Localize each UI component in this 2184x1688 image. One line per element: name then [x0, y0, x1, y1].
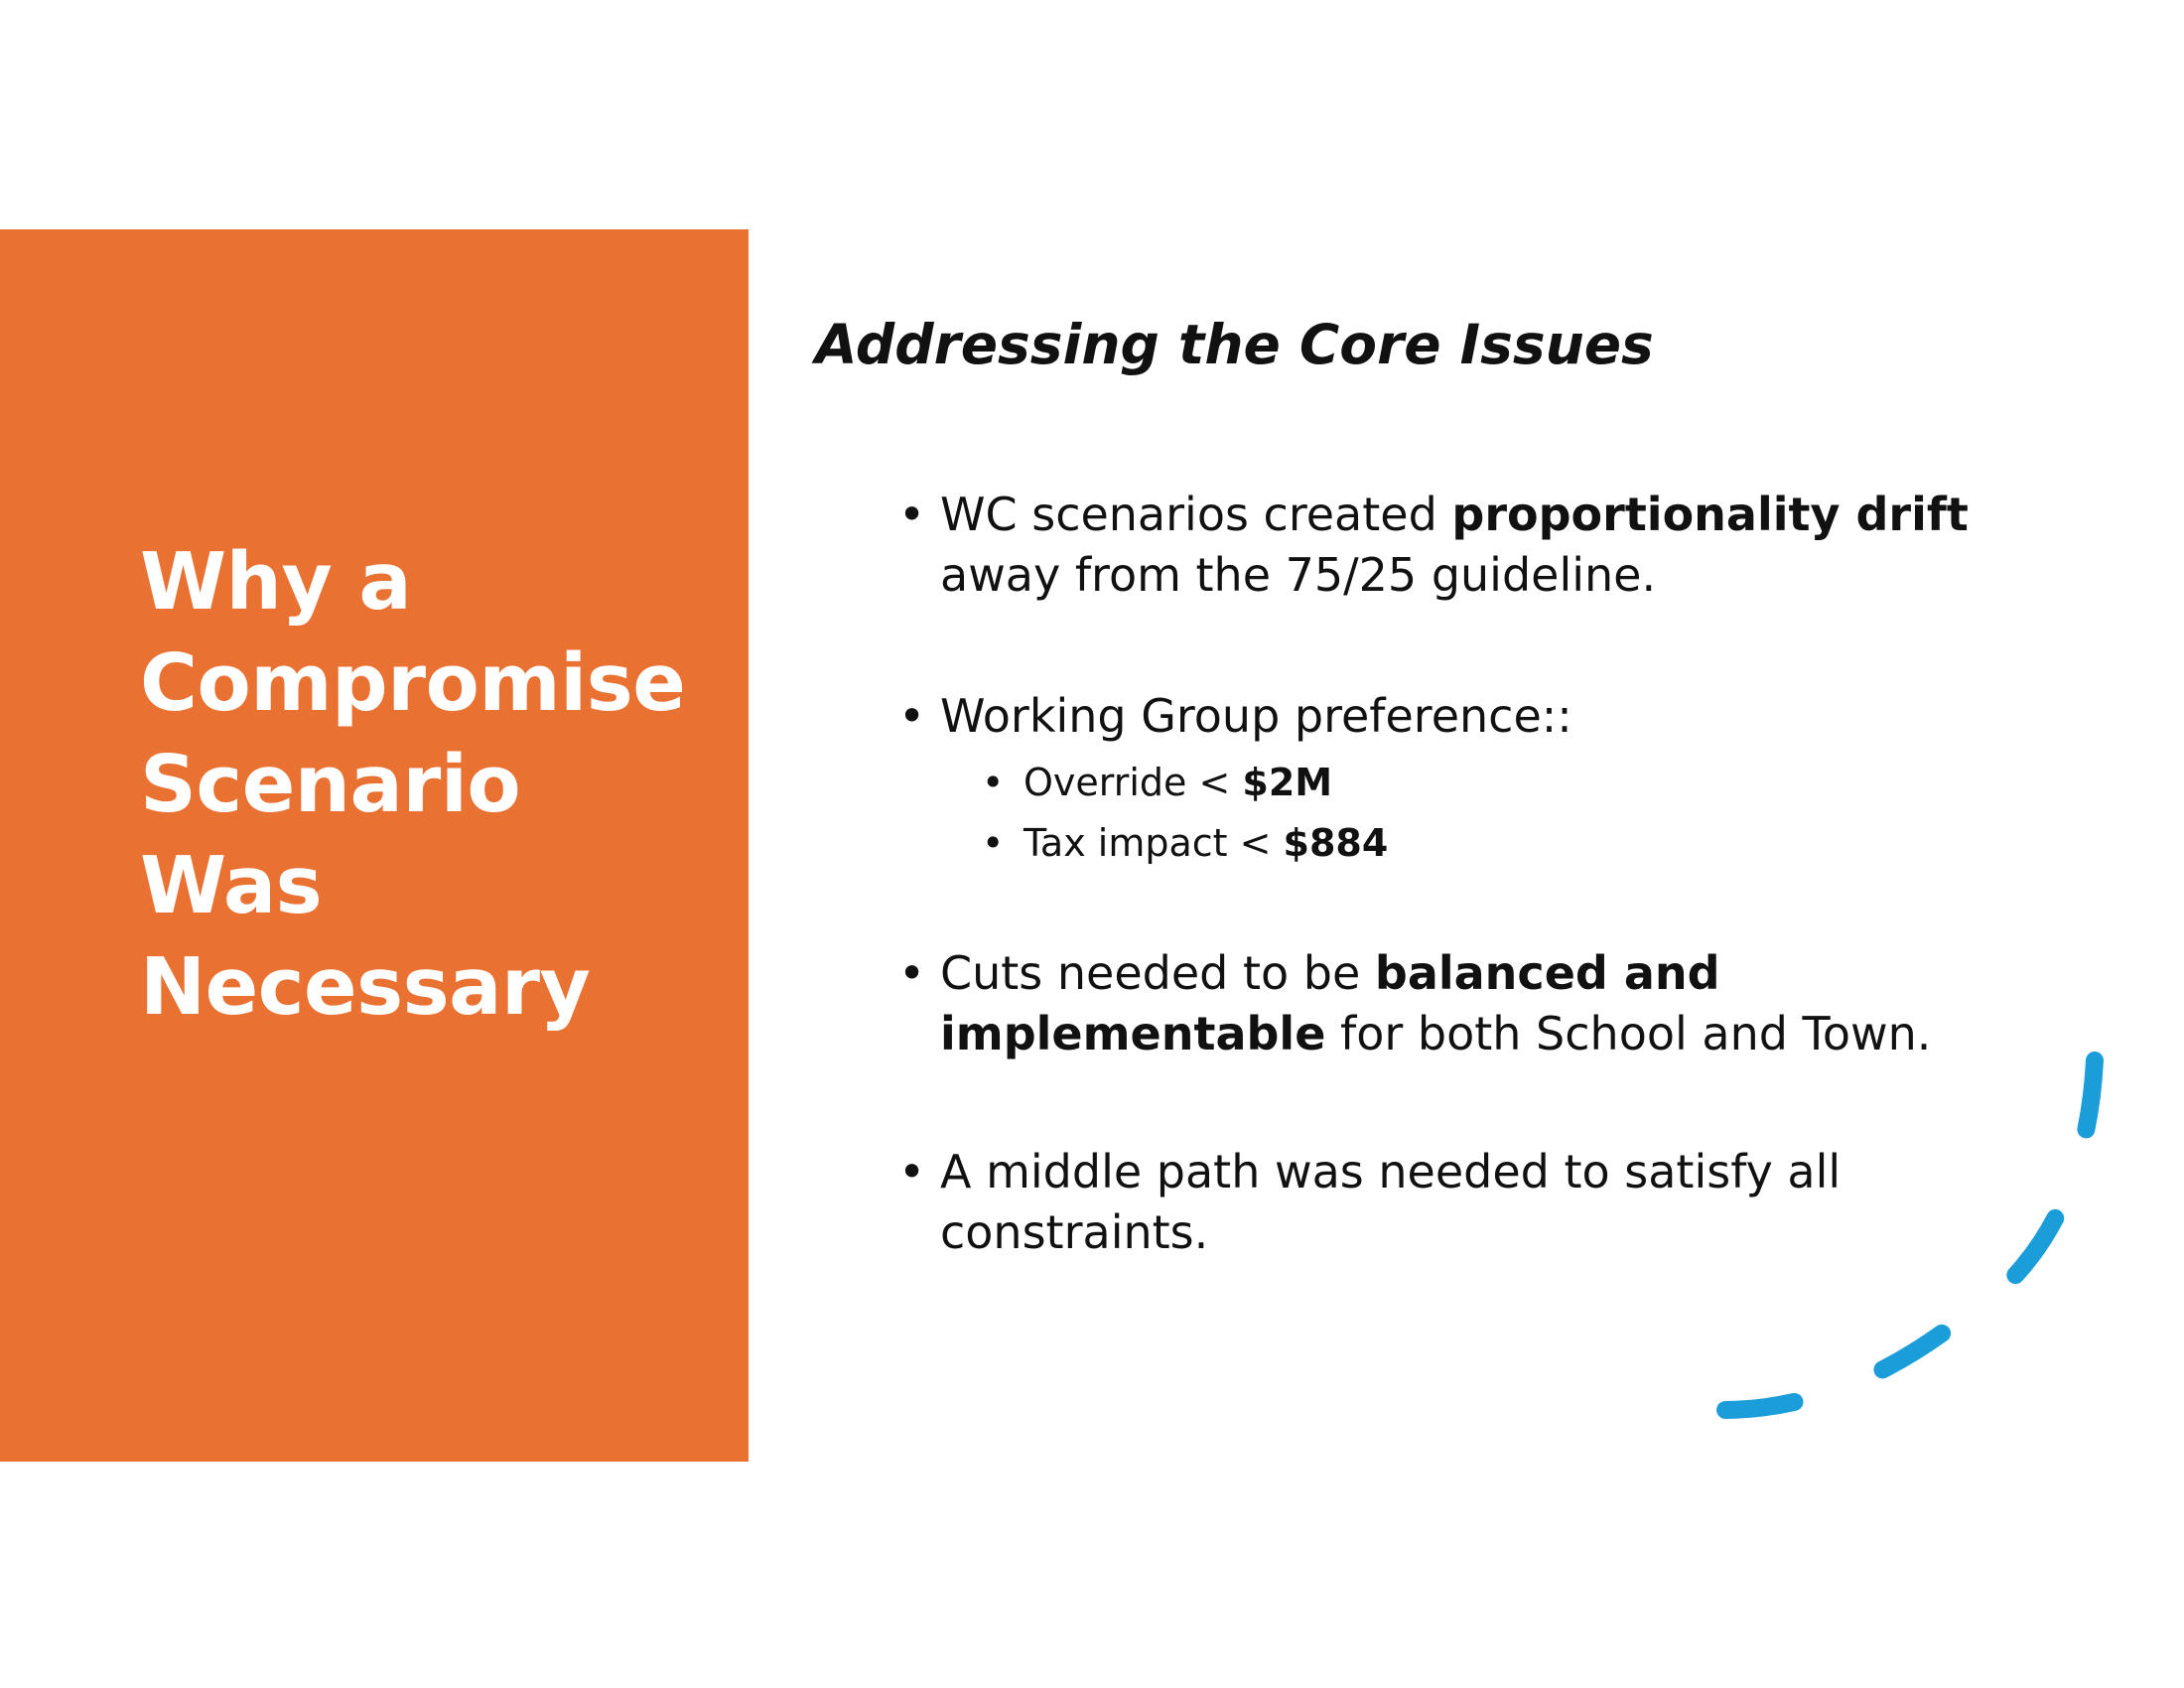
- sub-bullet-value: $884: [1283, 821, 1389, 865]
- bullet-dot: •: [898, 488, 926, 541]
- bullet-text: A middle path was needed to satisfy all: [940, 1145, 1842, 1198]
- bullet-emphasis: implementable: [940, 1007, 1326, 1060]
- bullet-dot: •: [898, 1145, 926, 1198]
- bullet-emphasis: proportionality drift: [1451, 488, 1969, 541]
- bullet-dot: •: [898, 689, 926, 743]
- slide-title-line: Scenario: [140, 739, 521, 830]
- sub-bullet-value: $2M: [1242, 761, 1333, 804]
- bullet-text: Cuts needed to be: [940, 946, 1375, 1000]
- bullet-text: away from the 75/25 guideline.: [940, 548, 1657, 602]
- bullet-dot: •: [982, 761, 1005, 804]
- slide-title-line: Was: [140, 840, 323, 931]
- dashed-arc-stroke: [1722, 1060, 2095, 1410]
- bullet-dot: •: [898, 946, 926, 1000]
- bullet-text: Working Group preference::: [940, 689, 1572, 743]
- bullet-dot: •: [982, 821, 1005, 865]
- bullet-emphasis: balanced and: [1374, 946, 1720, 1000]
- slide-title-line: Why a: [140, 536, 412, 628]
- section-subtitle: Addressing the Core Issues: [815, 313, 1654, 376]
- bullet-text: for both School and Town.: [1325, 1007, 1932, 1060]
- bullet-text: WC scenarios created: [940, 488, 1452, 541]
- bullet-text: constraints.: [940, 1205, 1209, 1259]
- sub-bullet-label: Tax impact <: [1024, 821, 1284, 865]
- sub-bullet-label: Override <: [1024, 761, 1243, 804]
- slide-title-line: Compromise: [140, 637, 686, 729]
- slide-title-line: Necessary: [140, 941, 591, 1033]
